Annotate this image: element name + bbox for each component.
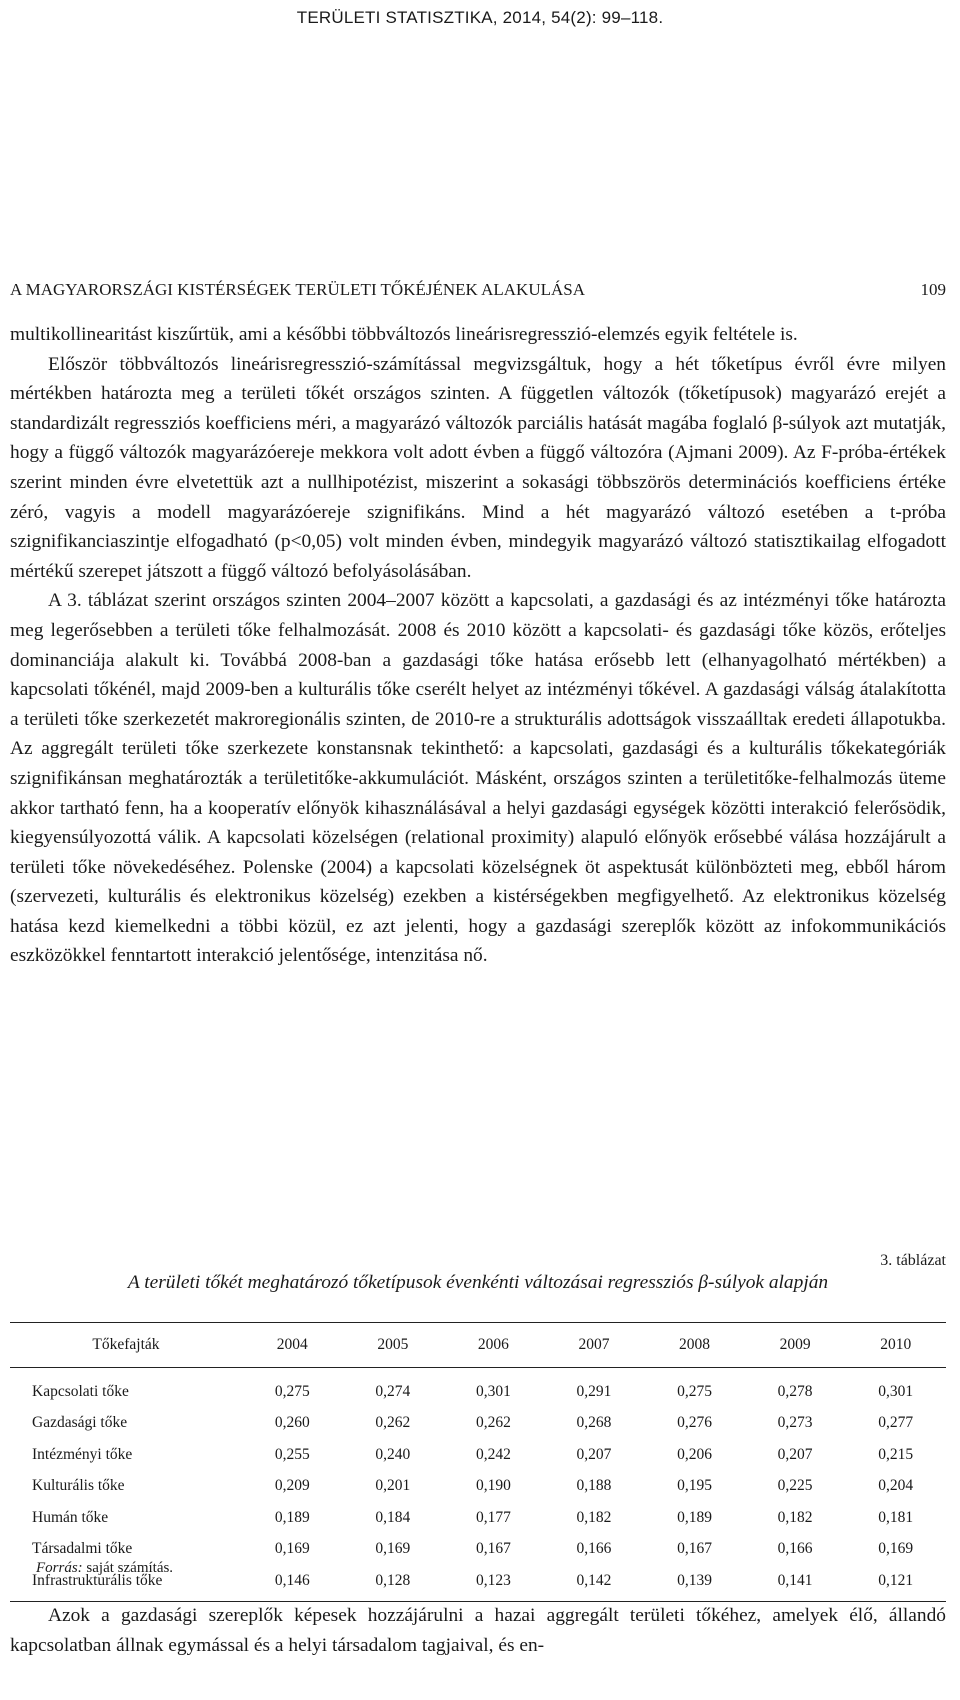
table-header-cell: 2010 [845, 1323, 946, 1368]
table-cell: 0,204 [878, 1477, 914, 1495]
table-cell: 0,215 [878, 1445, 914, 1463]
table-row [10, 1471, 946, 1503]
table-cell: 0,207 [777, 1445, 813, 1463]
table-cell: 0,169 [274, 1540, 310, 1558]
table-cell: 0,275 [274, 1382, 310, 1400]
table-cell: 0,278 [777, 1382, 813, 1400]
row-label: Intézményi tőke [32, 1445, 133, 1463]
table-source-note [36, 1560, 173, 1577]
source-text: saját számítás. [82, 1560, 174, 1576]
table-cell: 0,301 [475, 1382, 511, 1400]
table-cell: 0,260 [274, 1414, 310, 1432]
table-cell: 0,189 [274, 1508, 310, 1526]
table-cell: 0,242 [475, 1445, 511, 1463]
table-cell: 0,169 [878, 1540, 914, 1558]
table-row [10, 1368, 946, 1408]
table-cell: 0,240 [375, 1445, 411, 1463]
table-cell: 0,177 [475, 1508, 511, 1526]
paragraph-1: multikollinearitást kiszűrtük, ami a későbbi többváltozós lineárisregresszió-elemzés egyik feltétele is. [10, 324, 798, 345]
row-label: Gazdasági tőke [32, 1414, 128, 1432]
table-cell: 0,189 [677, 1508, 712, 1526]
row-label: Kapcsolati tőke [32, 1382, 129, 1400]
table-header-cell: Tőkefajták [10, 1323, 242, 1368]
paragraph-2: Először többváltozós lineárisregresszió-számítással megvizsgáltuk, hogy a hét tőketípus évről évre milyen mértékben határozta meg a területi tőkét országos szinten. A független változók (tőketípusok) magyarázó erejét a standardizált regressziós koefficiens méri, a magyarázó változók parciális hatását magába foglaló β-súlyok azt mutatják, hogy a függő változók magyarázóereje mekkora volt adott évben a függő változóra (Ajmani 2009). Az F-próba-értékek szerint minden évre elvetettük azt a nullhipotézist, miszerint a sokasági többszörös determinációs koefficiens értéke zéró, vagyis a modell magyarázóereje szignifikáns. Mind a hét magyarázó változó esetében a t-próba szignifikanciaszintje elfogadható (p<0,05) volt minden évben, mindegyik magyarázó változó statisztikailag elfogadott mértékű szerepet játszott a függő változó befolyásolásában. [10, 353, 946, 582]
table-row [10, 1439, 946, 1471]
table-cell: 0,301 [878, 1382, 914, 1400]
paragraph-3: A 3. táblázat szerint országos szinten 2004–2007 között a kapcsolati, a gazdasági és az intézményi tőke határozta meg legerősebben a területi tőke felhalmozását. 2008 és 2010 között a kapcsolati- és gazdasági tőke közös, erőteljes dominanciája alakult ki. Továbbá 2008-ban a gazdasági tőke hatása erősebb lett (elhanyagolható mértékben) a kapcsolati tőkénél, majd 2009-ben a kulturális tőke cserélt helyet az intézményi tőkével. A gazdasági válság átalakította a területi tőke szerkezetét makroregionális szinten, de 2010-re a strukturális adottságok visszaálltak eredeti állapotukba. Az aggregált területi tőke szerkezete konstansnak tekinthető: a kapcsolati, gazdasági és a kulturális tőkekategóriák szignifikánsan meghatározták a területitőke-akkumulációt. Másként, országos szinten a területitőke-felhalmozás üteme akkor tartható fenn, ha a kooperatív előnyök kihasználásával a helyi gazdasági egységek közötti interakció felerősödik, kiegyensúlyozottá válik. A kapcsolati közelségen (relational proximity) alapuló előnyök erősebbé válása hozzájárult a területi tőke növekedéséhez. Polenske (2004) a kapcsolati közelségnek öt aspektusát különbözteti meg, ebből három (szervezeti, kulturális és elektronikus közelség) ezekben a kistérségekben megfigyelhető. Az elektronikus közelség hatása kezd kiemelkedni a többi közül, ez azt jelenti, hogy a gazdasági szereplők között az infokommunikációs eszközökkel fenntartott interakció jelentősége, intenzitása nő. [10, 590, 946, 967]
table-cell: 0,255 [274, 1445, 310, 1463]
table-cell: 0,142 [544, 1565, 645, 1601]
table-row [10, 1502, 946, 1534]
table-cell: 0,274 [375, 1382, 411, 1400]
running-head [10, 280, 946, 300]
table-cell: 0,188 [576, 1477, 612, 1495]
table-cell: 0,276 [677, 1414, 712, 1432]
closing-paragraph-block [10, 1601, 946, 1660]
table-cell: 0,182 [777, 1508, 813, 1526]
table-cell: 0,167 [475, 1540, 511, 1558]
page-number: 109 [920, 280, 946, 299]
table-cell: 0,146 [242, 1565, 343, 1601]
table-cell: 0,167 [677, 1540, 712, 1558]
table-cell: 0,184 [375, 1508, 411, 1526]
table-header-cell: 2005 [343, 1323, 444, 1368]
table-cell: 0,123 [443, 1565, 544, 1601]
table-cell: 0,277 [878, 1414, 914, 1432]
table-cell: 0,169 [375, 1540, 411, 1558]
table-cell: 0,166 [576, 1540, 612, 1558]
table-cell: 0,209 [274, 1477, 310, 1495]
table-header-cell: 2007 [544, 1323, 645, 1368]
table-cell: 0,268 [576, 1414, 612, 1432]
table-number: 3. táblázat [880, 1252, 946, 1269]
table-cell: 0,262 [475, 1414, 511, 1432]
closing-paragraph: Azok a gazdasági szereplők képesek hozzájárulni a hazai aggregált területi tőkéhez, amelyek élő, állandó kapcsolatban állnak egymással és a helyi társadalom tagjaival, és en- [10, 1605, 946, 1656]
table-cell: 0,181 [878, 1508, 914, 1526]
running-head-title: A MAGYARORSZÁGI KISTÉRSÉGEK TERÜLETI TŐKÉJÉNEK ALAKULÁSA [10, 280, 586, 299]
table-cell: 0,291 [576, 1382, 612, 1400]
row-label: Humán tőke [32, 1508, 109, 1526]
table-header-cell: 2009 [745, 1323, 846, 1368]
table-cell: 0,195 [677, 1477, 712, 1495]
table-row [10, 1408, 946, 1440]
table-cell: 0,206 [677, 1445, 712, 1463]
table-cell: 0,207 [576, 1445, 612, 1463]
table-cell: 0,141 [745, 1565, 846, 1601]
table-cell: 0,201 [375, 1477, 411, 1495]
table-cell: 0,262 [375, 1414, 411, 1432]
table-cell: 0,182 [576, 1508, 612, 1526]
table-cell: 0,121 [845, 1565, 946, 1601]
source-label: Forrás: [36, 1560, 83, 1576]
row-label: Infrastrukturális tőke [10, 1565, 242, 1601]
table-title: A területi tőkét meghatározó tőketípusok évenkénti változásai regressziós β-súlyok alapján [127, 1272, 829, 1293]
table-cell: 0,275 [677, 1382, 712, 1400]
table-header-row [10, 1323, 946, 1368]
table-cell: 0,128 [343, 1565, 444, 1601]
table-header-cell: 2004 [242, 1323, 343, 1368]
body-text [10, 320, 946, 971]
table-cell: 0,139 [644, 1565, 745, 1601]
table-cell: 0,166 [777, 1540, 813, 1558]
table-cell: 0,273 [777, 1414, 813, 1432]
table-cell: 0,225 [777, 1477, 813, 1495]
row-label: Társadalmi tőke [32, 1540, 133, 1558]
row-label: Kulturális tőke [32, 1477, 125, 1495]
table-header-cell: 2008 [644, 1323, 745, 1368]
table-header-cell: 2006 [443, 1323, 544, 1368]
table-cell: 0,190 [475, 1477, 511, 1495]
journal-header: TERÜLETI STATISZTIKA, 2014, 54(2): 99–118. [296, 8, 664, 27]
